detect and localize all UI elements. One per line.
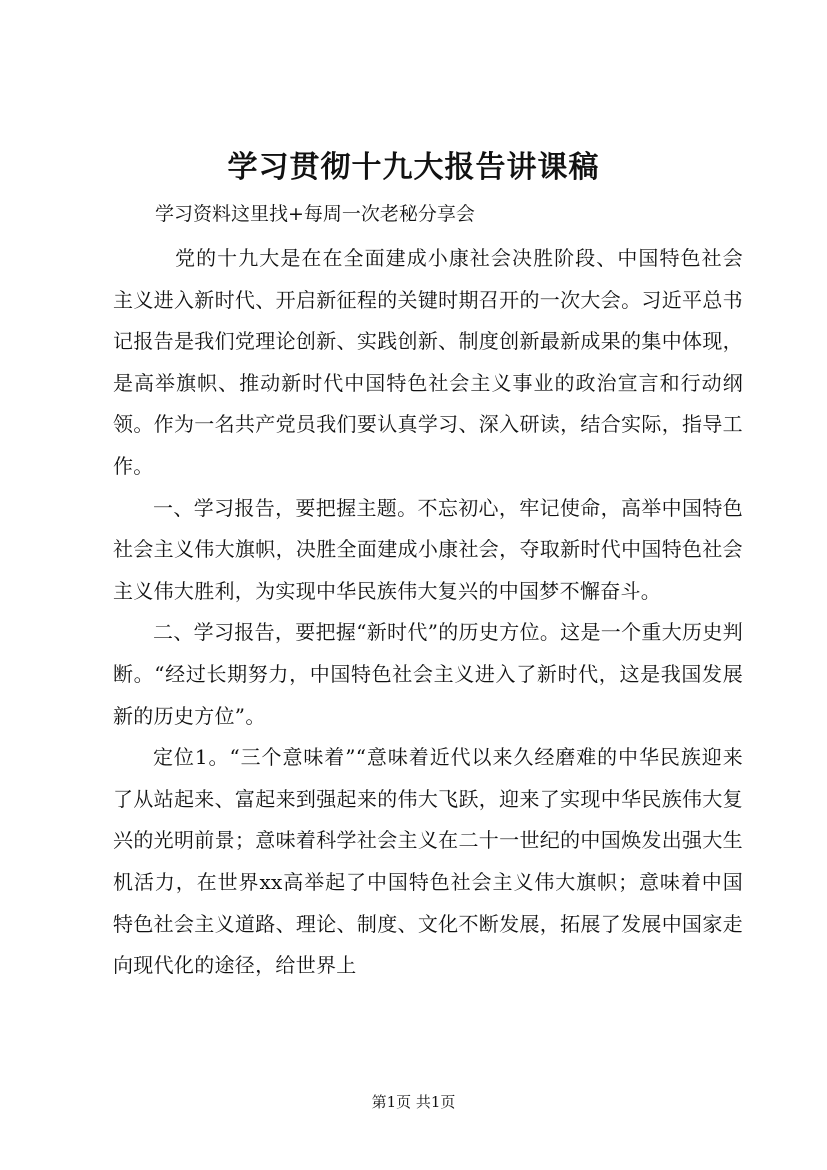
document-subtitle: 学习资料这里找+每周一次老秘分享会 (155, 203, 475, 225)
paragraph-theme: 一、学习报告，要把握主题。不忘初心，牢记使命，高举中国特色社会主义伟大旗帜，决胜全面建成小康社会，夺取新时代中国特色社会主义伟大胜利，为实现中华民族伟大复兴的中国梦不懈奋斗。 (113, 495, 743, 603)
paragraph-positioning: 定位1。“三个意味着”“意味着近代以来久经磨难的中华民族迎来了从站起来、富起来到强起来的伟大飞跃，迎来了实现中华民族伟大复兴的光明前景；意味着科学社会主义在二十一世纪的中国焕发出强大生机活力，在世界xx高举起了中国特色社会主义伟大旗帜；意味着中国特色社会主义道路、理论、制度、文化不断发展，拓展了发展中国家走向现代化的途径，给世界上 (113, 745, 743, 978)
document-body (113, 238, 743, 987)
paragraph-intro: 党的十九大是在在全面建成小康社会决胜阶段、中国特色社会主义进入新时代、开启新征程的关键时期召开的一次大会。习近平总书记报告是我们党理论创新、实践创新、制度创新最新成果的集中体现，是高举旗帜、推动新时代中国特色社会主义事业的政治宣言和行动纲领。作为一名共产党员我们要认真学习、深入研读，结合实际，指导工作。 (113, 246, 743, 478)
document-title: 学习贯彻十九大报告讲课稿 (227, 150, 600, 185)
page-footer: 第1页 共1页 (371, 1093, 456, 1111)
paragraph-new-era: 二、学习报告，要把握“新时代”的历史方位。这是一个重大历史判断。“经过长期努力，中国特色社会主义进入了新时代，这是我国发展新的历史方位”。 (113, 620, 743, 728)
